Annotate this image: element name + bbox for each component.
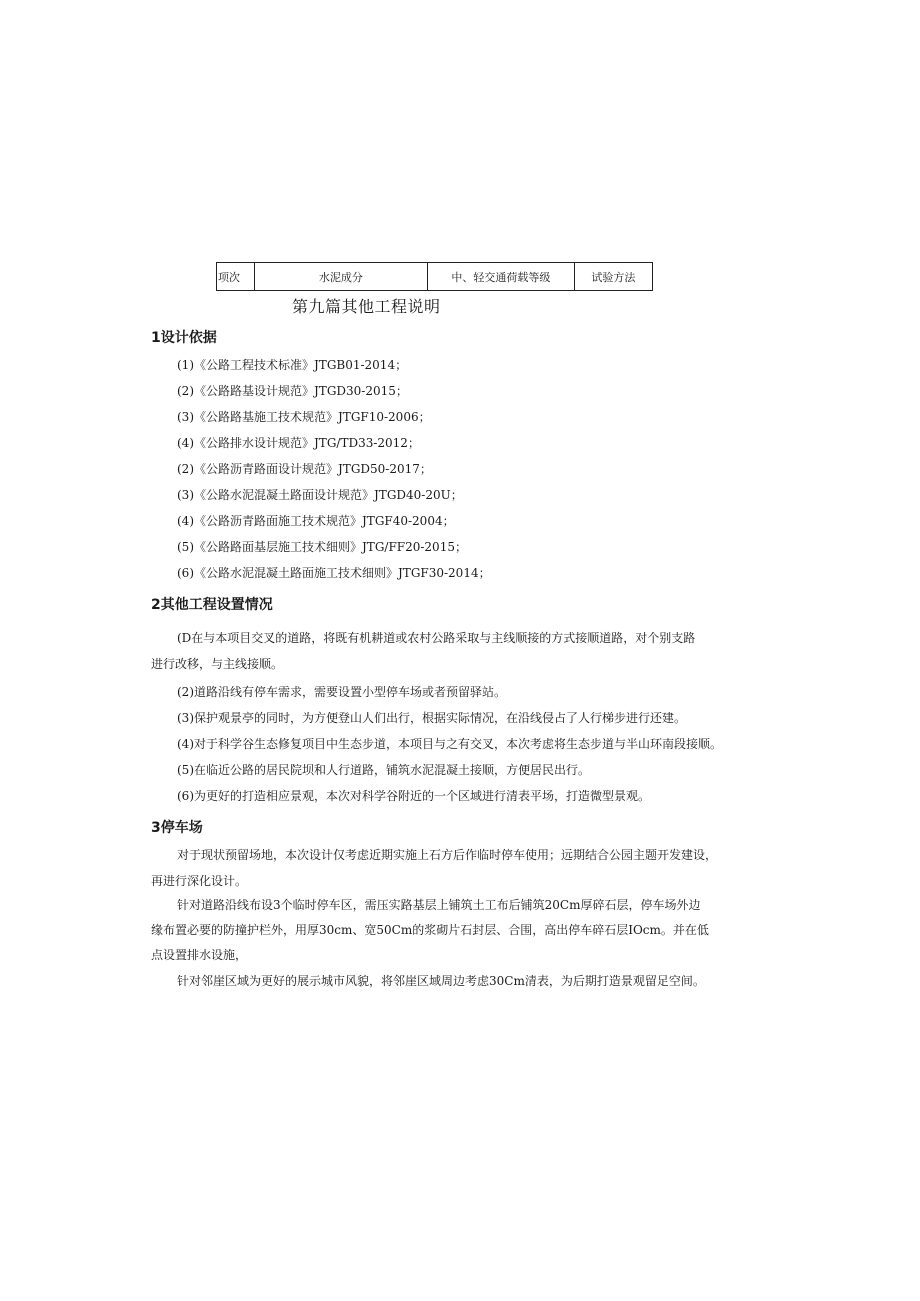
section-heading-parking: 3停车场 (151, 820, 203, 836)
page-title: 第九篇其他工程说明 (292, 297, 441, 316)
section-heading-other-works: 2其他工程设置情况 (151, 597, 273, 613)
reference-item: (3)《公路路基施工技术规范》JTGF10-2006； (177, 410, 431, 424)
table-cell-item: 项次 (217, 263, 255, 291)
reference-item: (6)《公路水泥混凝土路面施工技术细则》JTGF30-2014； (177, 566, 491, 580)
paragraph-line: (4)对于科学谷生态修复项目中生态步道，本项目与之有交叉，本次考虑将生态步道与半山环南段接顺。 (177, 737, 723, 751)
reference-item: (4)《公路排水设计规范》JTG/TD33-2012； (177, 436, 420, 450)
table-cell-cement: 水泥成分 (254, 263, 427, 291)
header-table (216, 262, 653, 291)
paragraph-line: 点设置排水设施， (151, 948, 248, 962)
reference-item: (1)《公路工程技术标准》JTGB01-2014； (177, 358, 408, 372)
paragraph-line: (3)保护观景亭的同时，为方便登山人们出行，根据实际情况，在沿线侵占了人行梯步进行还建。 (177, 711, 687, 725)
paragraph-line: (2)道路沿线有停车需求，需要设置小型停车场或者预留驿站。 (177, 685, 507, 699)
paragraph-line: 针对邻崖区域为更好的展示城市风貌，将邻崖区域周边考虑30Cm清表，为后期打造景观留足空间。 (177, 974, 705, 988)
table-cell-test-method: 试验方法 (574, 263, 652, 291)
paragraph-line: 再进行深化设计。 (151, 874, 248, 888)
table-row (217, 263, 653, 291)
reference-item: (4)《公路沥青路面施工技术规范》JTGF40-2004； (177, 514, 455, 528)
paragraph-line: 进行改移，与主线接顺。 (151, 657, 284, 671)
table-cell-traffic-load: 中、轻交通荷载等级 (428, 263, 575, 291)
reference-item: (2)《公路沥青路面设计规范》JTGD50-2017； (177, 462, 432, 476)
reference-item: (5)《公路路面基层施工技术细则》JTG/FF20-2015； (177, 540, 467, 554)
paragraph-line: 对于现状预留场地，本次设计仅考虑近期实施上石方后作临时停车使用；远期结合公园主题开发建设， (177, 848, 718, 862)
paragraph-line: 针对道路沿线布设3个临时停车区，需压实路基层上铺筑土工布后铺筑20Cm厚碎石层，停车场外边 (177, 898, 701, 912)
section-heading-design-basis: 1设计依据 (151, 330, 217, 346)
paragraph-line: 缘布置必要的防撞护栏外，用厚30cm、宽50Cm的浆砌片石封层、合围，高出停车碎石层IOcm。并在低 (151, 923, 709, 937)
reference-item: (2)《公路路基设计规范》JTGD30-2015； (177, 384, 408, 398)
paragraph-line: (6)为更好的打造相应景观，本次对科学谷附近的一个区域进行清表平场，打造微型景观。 (177, 789, 651, 803)
paragraph-line: (D在与本项目交叉的道路，将既有机耕道或农村公路采取与主线顺接的方式接顺道路，对个别支路 (177, 631, 696, 645)
paragraph-line: (5)在临近公路的居民院坝和人行道路，铺筑水泥混凝土接顺，方便居民出行。 (177, 763, 591, 777)
reference-item: (3)《公路水泥混凝土路面设计规范》JTGD40-20U； (177, 488, 463, 502)
